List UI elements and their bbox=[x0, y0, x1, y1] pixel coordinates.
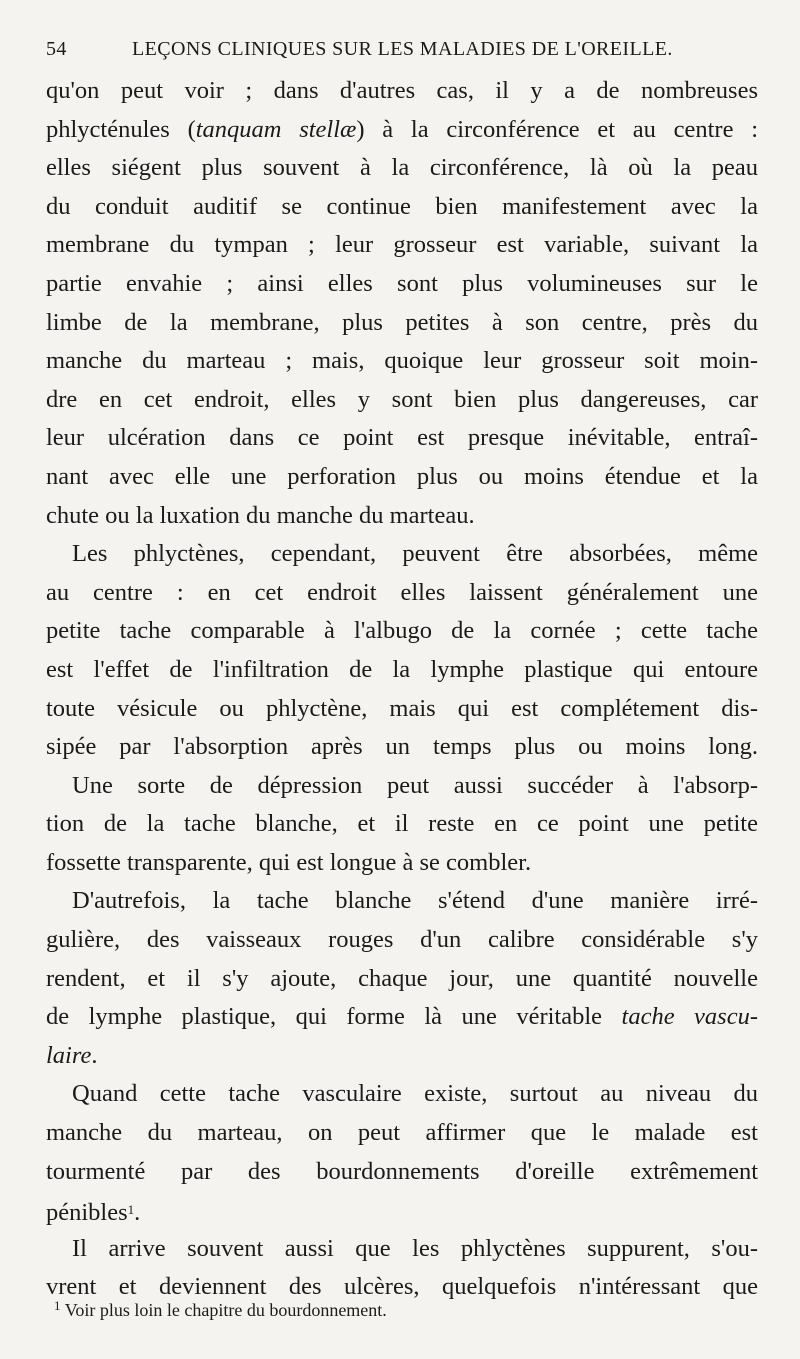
text-line: pénibles$^1$. bbox=[46, 1199, 141, 1227]
text-line: petite tache comparable à l'albugo de la cornée ; cette tache bbox=[46, 617, 758, 645]
text-line: tourmenté par des bourdonnements d'oreille extrêmement bbox=[46, 1157, 758, 1185]
text-line: vrent et deviennent des ulcères, quelquefois n'intéressant que bbox=[46, 1273, 758, 1301]
text-line: manche du marteau, on peut affirmer que le malade est bbox=[46, 1119, 758, 1147]
text-line: Les phlyctènes, cependant, peuvent être absorbées, même bbox=[72, 540, 758, 568]
body-text bbox=[46, 72, 758, 1307]
text-line: elles siégent plus souvent à la circonférence, là où la peau bbox=[46, 154, 758, 182]
text-line: manche du marteau ; mais, quoique leur grosseur soit moin- bbox=[46, 347, 758, 375]
text-line: Une sorte de dépression peut aussi succéder à l'absorp- bbox=[72, 771, 758, 799]
text-line: au centre : en cet endroit elles laissent généralement une bbox=[46, 578, 758, 606]
page-number: 54 bbox=[46, 38, 67, 60]
text-line: leur ulcération dans ce point est presque inévitable, entraî- bbox=[46, 424, 758, 452]
latin-phrase: tanquam stellæ bbox=[195, 115, 357, 143]
text-line: laire. bbox=[46, 1041, 98, 1069]
text-line: du conduit auditif se continue bien manifestement avec la bbox=[46, 192, 758, 220]
text-line: sipée par l'absorption après un temps plus ou moins long. bbox=[46, 733, 758, 761]
running-header bbox=[46, 38, 756, 68]
text-line: phlycténules (tanquam stellæ) à la circonférence et au centre : bbox=[46, 115, 758, 143]
text-line: rendent, et il s'y ajoute, chaque jour, une quantité nouvelle bbox=[46, 964, 758, 992]
footnote-text: Voir plus loin le chapitre du bourdonnement. bbox=[64, 1300, 387, 1320]
footnote-marker[interactable]: 1 bbox=[127, 1202, 135, 1218]
italic-term: tache vascu- bbox=[621, 1003, 758, 1031]
text-line: toute vésicule ou phlyctène, mais qui est complétement dis- bbox=[46, 694, 758, 722]
text-line: tion de la tache blanche, et il reste en ce point une petite bbox=[46, 810, 758, 838]
text-line: D'autrefois, la tache blanche s'étend d'une manière irré- bbox=[72, 887, 758, 915]
text-line: de lymphe plastique, qui forme là une véritable tache vascu- bbox=[46, 1003, 758, 1031]
text-line: qu'on peut voir ; dans d'autres cas, il y a de nombreuses bbox=[46, 77, 758, 104]
text-line: partie envahie ; ainsi elles sont plus volumineuses sur le bbox=[46, 269, 758, 297]
text-line: chute ou la luxation du manche du marteau. bbox=[46, 501, 475, 529]
running-title: LEÇONS CLINIQUES SUR LES MALADIES DE L'OREILLE. bbox=[132, 38, 673, 60]
text-line: est l'effet de l'infiltration de la lymphe plastique qui entoure bbox=[46, 655, 758, 683]
text-line: Il arrive souvent aussi que les phlyctènes suppurent, s'ou- bbox=[72, 1234, 758, 1262]
text-line: fossette transparente, qui est longue à se combler. bbox=[46, 848, 532, 876]
italic-term: laire bbox=[46, 1041, 92, 1069]
text-line: Quand cette tache vasculaire existe, surtout au niveau du bbox=[72, 1080, 758, 1108]
text-line: nant avec elle une perforation plus ou moins étendue et la bbox=[46, 462, 758, 490]
text-line: limbe de la membrane, plus petites à son centre, près du bbox=[46, 308, 758, 336]
text-line: gulière, des vaisseaux rouges d'un calibre considérable s'y bbox=[46, 926, 758, 954]
text-line: dre en cet endroit, elles y sont bien plus dangereuses, car bbox=[46, 385, 758, 413]
footnote bbox=[54, 1298, 387, 1321]
footnote-number: 1 bbox=[54, 1298, 61, 1313]
text-line: membrane du tympan ; leur grosseur est variable, suivant la bbox=[46, 231, 758, 259]
